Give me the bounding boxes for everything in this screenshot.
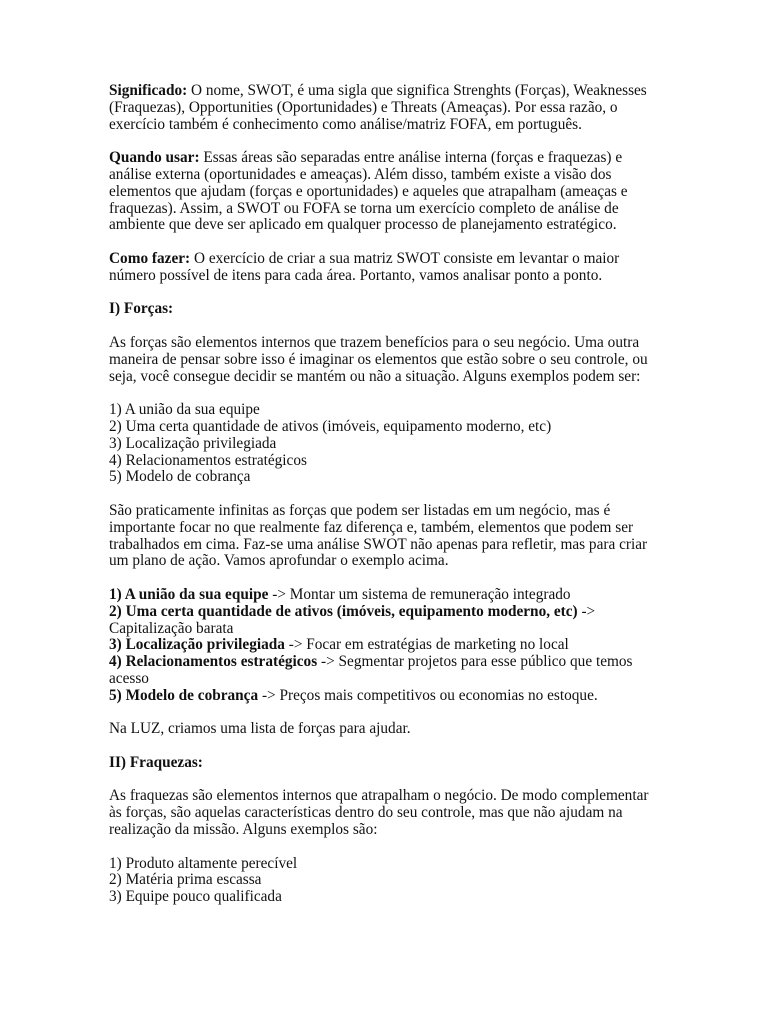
document-page (109, 83, 669, 906)
text-line: número possível de itens para cada área. Portanto, vamos analisar ponto a ponto. (109, 266, 603, 284)
list-forcas (109, 402, 669, 486)
list-item: 1) A união da sua equipe (109, 401, 260, 419)
paragraph-quando-usar (109, 150, 669, 234)
text-line: importante focar no que realmente faz diferença e, também, elementos que podem ser (109, 518, 634, 536)
paragraph-fraquezas-intro (109, 788, 669, 838)
text-line: São praticamente infinitas as forças que podem ser listadas em um negócio, mas é (109, 501, 611, 519)
text-line: Como fazer: O exercício de criar a sua matriz SWOT consiste em levantar o maior (109, 249, 620, 267)
text-line: trabalhados em cima. Faz-se uma análise SWOT não apenas para refletir, mas para criar (109, 535, 648, 553)
text-line: realização da missão. Alguns exemplos são: (109, 821, 378, 839)
text-line: fraquezas). Assim, a SWOT ou FOFA se torna um exercício completo de análise de (109, 199, 619, 217)
text-line: ambiente que deve ser aplicado em qualquer processo de planejamento estratégico. (109, 216, 617, 234)
label-quando-usar: Quando usar: (109, 149, 200, 167)
text-line: às forças, são aquelas características dentro do seu controle, mas que não ajudam na (109, 804, 623, 822)
paragraph-forcas-explanation (109, 503, 669, 570)
list-item-continuation: Capitalização barata (109, 619, 234, 637)
text-line: As forças são elementos internos que trazem benefícios para o seu negócio. Uma outra (109, 333, 640, 351)
heading-forcas: I) Forças: (109, 300, 174, 318)
list-item: 2) Matéria prima escassa (109, 871, 262, 889)
list-item: 1) Produto altamente perecível (109, 854, 298, 872)
text-line: As fraquezas são elementos internos que atrapalham o negócio. De modo complementar (109, 787, 649, 805)
text-line: um plano de ação. Vamos aprofundar o exemplo acima. (109, 552, 449, 570)
list-item: 3) Equipe pouco qualificada (109, 888, 282, 906)
text-line: maneira de pensar sobre isso é imaginar os elementos que estão sobre o seu controle, ou (109, 350, 648, 368)
text-line: Significado: O nome, SWOT, é uma sigla que significa Strenghts (Forças), Weaknesses (109, 82, 647, 99)
list-item-continuation: acesso (109, 669, 149, 687)
list-fraquezas (109, 856, 669, 906)
paragraph-forcas-intro (109, 335, 669, 385)
list-item: 3) Localização privilegiada -> Focar em estratégias de marketing no local (109, 636, 569, 654)
paragraph-luz: Na LUZ, criamos uma lista de forças para ajudar. (109, 720, 411, 738)
list-item: 2) Uma certa quantidade de ativos (imóveis, equipamento moderno, etc) (109, 417, 552, 435)
list-item: 1) A união da sua equipe -> Montar um sistema de remuneração integrado (109, 585, 571, 603)
list-item: 5) Modelo de cobrança -> Preços mais competitivos ou economias no estoque. (109, 686, 598, 704)
list-item: 4) Relacionamentos estratégicos -> Segmentar projetos para esse público que temos (109, 653, 633, 671)
text-line: (Fraquezas), Opportunities (Oportunidades) e Threats (Ameaças). Por essa razão, o (109, 98, 618, 116)
list-item: 2) Uma certa quantidade de ativos (imóveis, equipamento moderno, etc) -> (109, 602, 596, 620)
text-line: Quando usar: Essas áreas são separadas entre análise interna (forças e fraquezas) e (109, 149, 623, 167)
text-line: seja, você consegue decidir se mantém ou não a situação. Alguns exemplos podem ser: (109, 367, 641, 385)
paragraph-significado (109, 83, 669, 133)
list-item: 3) Localização privilegiada (109, 434, 277, 452)
heading-fraquezas: II) Fraquezas: (109, 753, 203, 771)
list-item: 5) Modelo de cobrança (109, 468, 251, 486)
text-line: elementos que ajudam (forças e oportunidades) e aqueles que atrapalham (ameaças e (109, 182, 628, 200)
text-line: análise externa (oportunidades e ameaças). Além disso, também existe a visão dos (109, 165, 612, 183)
list-item: 4) Relacionamentos estratégicos (109, 451, 307, 469)
label-significado: Significado: (109, 82, 188, 99)
paragraph-como-fazer (109, 251, 669, 285)
text-line: exercício também é conhecimento como análise/matriz FOFA, em português. (109, 115, 582, 133)
list-forcas-detail (109, 587, 669, 705)
label-como-fazer: Como fazer: (109, 249, 191, 267)
